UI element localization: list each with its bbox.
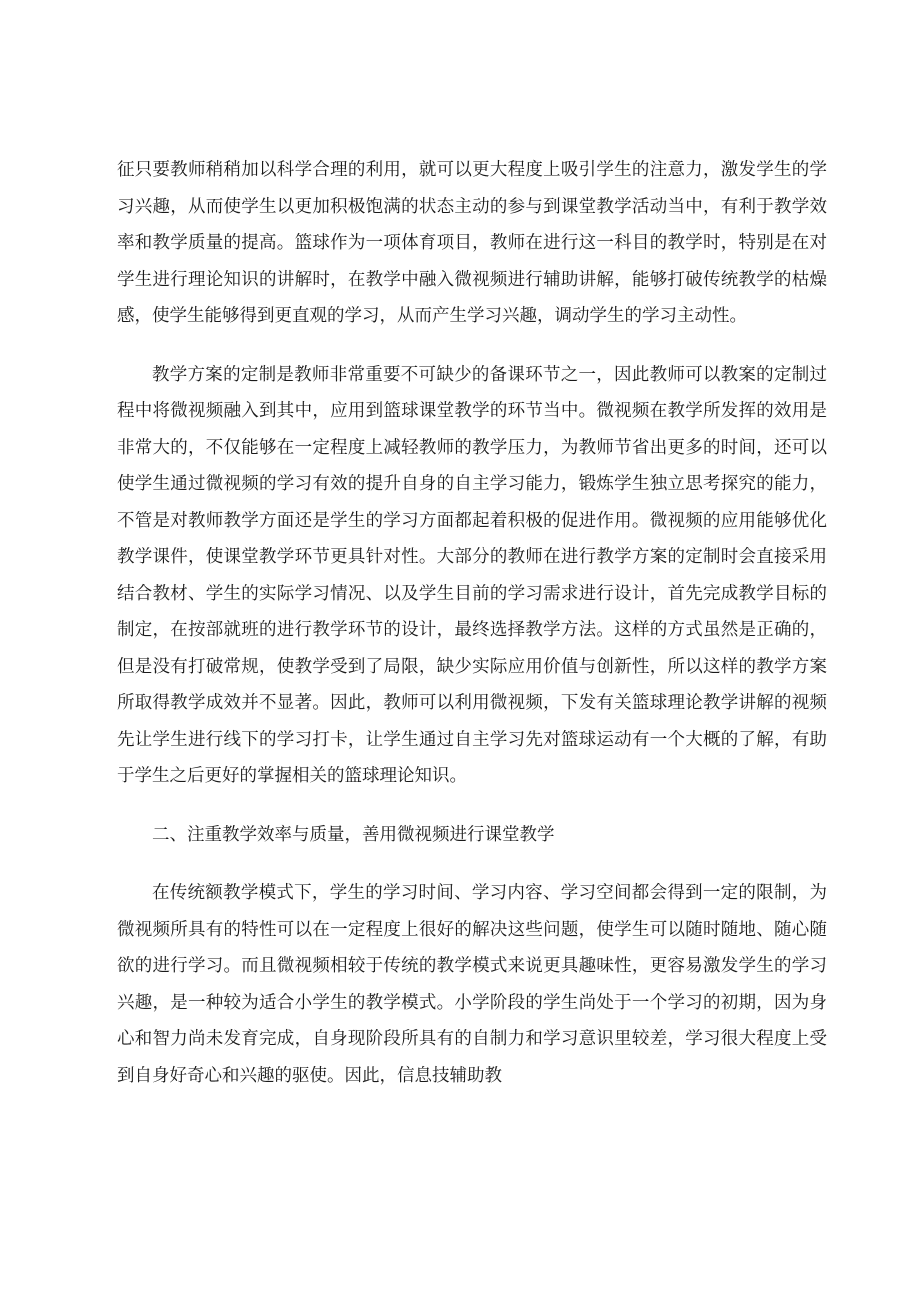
paragraph-continued: 征只要教师稍稍加以科学合理的利用，就可以更大程度上吸引学生的注意力，激发学生的学习兴趣，从而使学生以更加积极饱满的状态主动的参与到课堂教学活动当中，有利于教学效率和教学质量的提高。篮球作为一项体育项目，教师在进行这一科目的教学时，特别是在对学生进行理论知识的讲解时，在教学中融入微视频进行辅助讲解，能够打破传统教学的枯燥感，使学生能够得到更直观的学习，从而产生学习兴趣，调动学生的学习主动性。 [117,160,827,326]
document-body [117,152,827,1094]
section-heading: 二、注重教学效率与质量，善用微视频进行课堂教学 [152,824,555,845]
paragraph-lesson-plan: 教学方案的定制是教师非常重要不可缺少的备课环节之一，因此教师可以教案的定制过程中将微视频融入到其中，应用到篮球课堂教学的环节当中。微视频在教学所发挥的效用是非常大的，不仅能够在一定程度上减轻教师的教学压力，为教师节省出更多的时间，还可以使学生通过微视频的学习有效的提升自身的自主学习能力，锻炼学生独立思考探究的能力，不管是对教师教学方面还是学生的学习方面都起着积极的促进作用。微视频的应用能够优化教学课件，使课堂教学环节更具针对性。大部分的教师在进行教学方案的定制时会直接采用结合教材、学生的实际学习情况、以及学生目前的学习需求进行设计，首先完成教学目标的制定，在按部就班的进行教学环节的设计，最终选择教学方法。这样的方式虽然是正确的，但是没有打破常规，使教学受到了局限，缺少实际应用价值与创新性，所以这样的教学方案所取得教学成效并不显著。因此，教师可以利用微视频，下发有关篮球理论教学讲解的视频先让学生进行线下的学习打卡，让学生通过自主学习先对篮球运动有一个大概的了解，有助于学生之后更好的掌握相关的篮球理论知识。 [117,364,827,786]
paragraph-traditional-mode: 在传统额教学模式下，学生的学习时间、学习内容、学习空间都会得到一定的限制，为微视频所具有的特性可以在一定程度上很好的解决这些问题，使学生可以随时随地、随心随欲的进行学习。而且微视频相较于传统的教学模式来说更具趣味性，更容易激发学生的学习兴趣，是一种较为适合小学生的教学模式。小学阶段的学生尚处于一个学习的初期，因为身心和智力尚未发育完成，自身现阶段所具有的自制力和学习意识里较差，学习很大程度上受到自身好奇心和兴趣的驱使。因此，信息技辅助教 [117,883,827,1086]
